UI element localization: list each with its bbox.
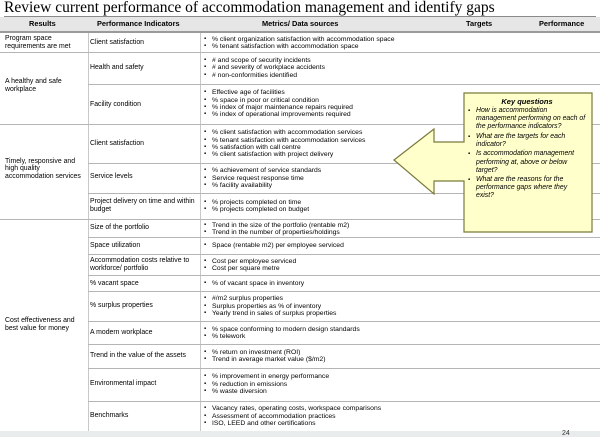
indicator-cell: Trend in the value of the assets: [90, 352, 186, 360]
result-cell: Cost effectiveness and best value for money: [5, 317, 75, 332]
metric-item: Vacancy rates, operating costs, workspace comparisons: [212, 405, 382, 413]
metric-item: # and scope of security incidents: [212, 56, 311, 64]
metric-item: % client satisfaction with accommodation services: [212, 129, 363, 137]
result-cell: Timely, responsive and high quality accommodation services: [5, 157, 81, 180]
metrics-cell: ▪ Vacancy rates, operating costs, workspace comparisons ▪ Assessment of accommodation practices ▪ ISO, LEED and other certifications: [204, 405, 382, 428]
metric-item: % tenant satisfaction with accommodation space: [212, 43, 359, 50]
metrics-cell: ▪ % projects completed on time ▪ % projects completed on budget: [204, 198, 310, 213]
metrics-cell: ▪ % client satisfaction with accommodation services ▪ % tenant satisfaction with accommodation services ▪ % satisfaction with call centre ▪ % client satisfaction with project delivery: [204, 129, 366, 159]
metrics-cell: ▪ % client organization satisfaction with accommodation space ▪ % tenant satisfaction with accommodation space: [204, 35, 395, 50]
metric-item: % of vacant space in inventory: [212, 279, 305, 287]
group-divider: [0, 52, 600, 53]
metric-item: ISO, LEED and other certifications: [212, 420, 316, 428]
indicator-cell: Client satisfaction: [90, 39, 145, 47]
metric-item: % tenant satisfaction with accommodation services: [212, 136, 366, 144]
metrics-cell: ▪ # and scope of security incidents ▪ # and severity of workplace accidents ▪ # non-conformities identified: [204, 56, 325, 79]
metrics-cell: ▪ % achievement of service standards ▪ Service request response time ▪ % facility availability: [204, 167, 322, 190]
indicator-cell: Benchmarks: [90, 412, 129, 420]
metric-item: % client satisfaction with project delivery: [212, 151, 334, 159]
row-divider: [88, 291, 600, 292]
metric-item: Service request response time: [212, 174, 304, 182]
header-metrics: Metrics/ Data sources: [262, 19, 339, 28]
header-indicators: Performance Indicators: [97, 19, 180, 28]
metric-item: Cost per square metre: [212, 265, 280, 272]
metrics-cell: ▪ % return on investment (ROI) ▪ Trend in average market value ($/m2): [204, 348, 326, 363]
metrics-cell: ▪ Effective age of facilities ▪ % space in poor or critical condition ▪ % index of major maintenance repairs required ▪ % index of operational improvements required: [204, 89, 353, 119]
indicator-cell: Client satisfaction: [90, 140, 145, 148]
key-question-item: Is accommodation management performing at, above or below target?: [476, 150, 575, 174]
result-cell: Program space requirements are met: [5, 35, 71, 50]
indicator-cell: Space utilization: [90, 242, 141, 250]
metric-item: % index of major maintenance repairs required: [212, 104, 353, 111]
page-title: Review current performance of accommodation management and identify gaps: [4, 0, 495, 16]
metric-item: Trend in the size of the portfolio (rentable m2): [212, 221, 350, 229]
column-divider: [88, 33, 89, 431]
header-results: Results: [29, 19, 56, 28]
metric-item: % facility availability: [212, 182, 273, 190]
metric-item: % projects completed on time: [212, 198, 302, 206]
indicator-cell: Health and safety: [90, 64, 144, 72]
header-rule: [0, 31, 600, 33]
metrics-cell: ▪ % of vacant space in inventory: [204, 279, 305, 287]
metric-item: Yearly trend in sales of surplus properties: [212, 310, 337, 318]
metric-item: # non-conformities identified: [212, 71, 298, 79]
metric-item: % projects completed on budget: [212, 206, 310, 213]
result-cell: A healthy and safe workplace: [5, 78, 62, 93]
indicator-cell: Service levels: [90, 173, 133, 181]
row-divider: [88, 84, 600, 85]
header-targets: Targets: [466, 19, 493, 28]
key-questions-box: Key questions ▪ How is accommodation management performing on each of the performance indicators? ▪ What are the targets for each indicator? ▪ Is accommodation management performing at, above or below target? ▪ What are the reasons for the performance gaps where they exist?: [468, 97, 586, 200]
metric-item: Cost per employee serviced: [212, 257, 297, 265]
metrics-cell: ▪ Trend in the size of the portfolio (rentable m2) ▪ Trend in the number of properties/holdings: [204, 221, 350, 236]
metrics-cell: ▪ % improvement in energy performance ▪ % reduction in emissions ▪ % waste diversion: [204, 373, 330, 396]
metric-item: % reduction in emissions: [212, 380, 288, 388]
metrics-cell: ▪ Space (rentable m2) per employee serviced: [204, 242, 344, 250]
column-divider: [200, 33, 201, 431]
key-question-item: What are the targets for each indicator?: [476, 132, 566, 148]
metric-item: % client organization satisfaction with accommodation space: [212, 35, 395, 43]
metrics-cell: ▪ #/m2 surplus properties ▪ Surplus properties as % of inventory ▪ Yearly trend in sales of surplus properties: [204, 295, 337, 318]
metric-item: Assessment of accommodation practices: [212, 412, 336, 420]
metric-item: Effective age of facilities: [212, 89, 285, 97]
row-divider: [88, 275, 600, 276]
metric-item: % waste diversion: [212, 388, 267, 396]
row-divider: [88, 344, 600, 345]
key-question-item: What are the reasons for the performance gaps where they exist?: [476, 176, 568, 200]
metric-item: % improvement in energy performance: [212, 373, 330, 381]
page-number: 24: [562, 430, 570, 437]
row-divider: [88, 237, 600, 238]
metric-item: Surplus properties as % of inventory: [212, 302, 322, 310]
key-question-item: How is accommodation management performing on each of the performance indicators?: [476, 107, 586, 131]
key-questions-title: Key questions: [501, 97, 553, 106]
metric-item: Trend in average market value ($/m2): [212, 356, 326, 363]
metric-item: % satisfaction with call centre: [212, 144, 301, 151]
indicator-cell: % vacant space: [90, 279, 139, 287]
footer-bar: [0, 431, 600, 437]
indicator-cell: Facility condition: [90, 101, 141, 109]
metric-item: # and severity of workplace accidents: [212, 64, 325, 72]
metrics-cell: ▪ Cost per employee serviced ▪ Cost per square metre: [204, 257, 297, 272]
row-divider: [88, 254, 600, 255]
metric-item: Space (rentable m2) per employee serviced: [212, 242, 344, 250]
row-divider: [88, 401, 600, 402]
row-divider: [88, 368, 600, 369]
indicator-cell: % surplus properties: [90, 302, 153, 310]
indicator-cell: Environmental impact: [90, 380, 157, 388]
metric-item: % return on investment (ROI): [212, 348, 301, 356]
header-performance: Performance: [539, 19, 585, 28]
indicator-cell: Size of the portfolio: [90, 224, 149, 232]
metric-item: % space conforming to modern design standards: [212, 325, 360, 333]
metric-item: % space in poor or critical condition: [212, 96, 319, 104]
metric-item: % index of operational improvements required: [212, 111, 351, 119]
row-divider: [88, 321, 600, 322]
indicator-cell: Accommodation costs relative to workforce/ portfolio: [90, 257, 190, 272]
indicator-cell: A modern workplace: [90, 329, 153, 337]
metric-item: % telework: [212, 333, 246, 340]
metric-item: Trend in the number of properties/holdings: [212, 229, 340, 236]
metrics-cell: ▪ % space conforming to modern design standards ▪ % telework: [204, 325, 360, 340]
metric-item: #/m2 surplus properties: [212, 295, 284, 303]
metric-item: % achievement of service standards: [212, 167, 322, 175]
indicator-cell: Project delivery on time and within budget: [90, 198, 195, 213]
